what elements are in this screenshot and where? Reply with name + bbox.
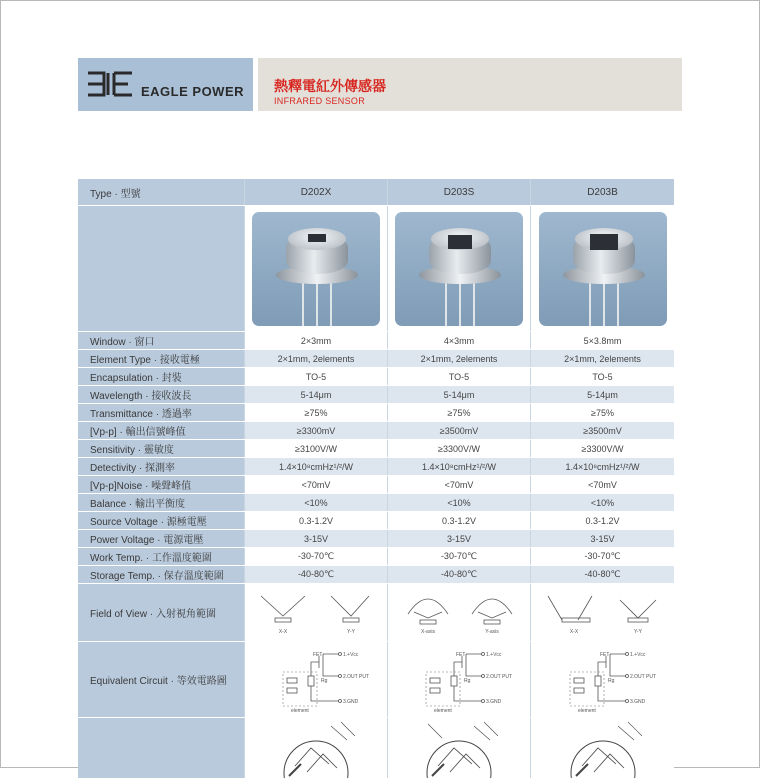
circuit-schematic-icon — [394, 646, 524, 714]
spec-value: 4×3mm — [387, 332, 530, 349]
spec-label: Sensitivity · 靈敏度 — [78, 440, 244, 457]
spec-value: -40-80℃ — [244, 566, 387, 583]
pin-diagram-d203s — [387, 718, 530, 778]
svg-text:element: element — [577, 707, 596, 714]
model-d203s: D203S — [387, 179, 530, 205]
spec-label: Work Temp. · 工作溫度範圍 — [78, 548, 244, 565]
spec-label: [Vp-p]Noise · 噪聲峰值 — [78, 476, 244, 493]
spec-label: Transmittance · 透過率 — [78, 404, 244, 421]
spec-value: 2×1mm, 2elements — [387, 350, 530, 367]
equivalent-circuit-row — [78, 642, 675, 718]
spec-row — [78, 386, 675, 404]
spec-row — [78, 548, 675, 566]
svg-text:FET: FET — [456, 651, 466, 658]
spec-row — [78, 512, 675, 530]
spec-value: -30-70℃ — [387, 548, 530, 565]
spec-value: ≥3300V/W — [530, 440, 674, 457]
spec-row — [78, 458, 675, 476]
spec-value: <10% — [387, 494, 530, 511]
spec-label: Source Voltage · 源極電壓 — [78, 512, 244, 529]
svg-text:FET: FET — [599, 651, 609, 658]
spec-value: -40-80℃ — [530, 566, 674, 583]
spec-value: 3-15V — [244, 530, 387, 547]
pin-outline-icon — [251, 718, 381, 778]
sensor-photo-d203b — [539, 212, 667, 326]
fov-axis-label: Y-Y — [347, 628, 355, 635]
spec-row — [78, 566, 675, 584]
circuit-schematic-icon — [538, 646, 668, 714]
spec-value: 0.3-1.2V — [387, 512, 530, 529]
spec-value: 5-14μm — [244, 386, 387, 403]
spec-value: ≥3100V/W — [244, 440, 387, 457]
spec-value: 3-15V — [387, 530, 530, 547]
pin-diagram-d203b — [530, 718, 674, 778]
svg-text:3.GND: 3.GND — [629, 698, 645, 705]
spec-value: ≥3300V/W — [387, 440, 530, 457]
spec-row — [78, 476, 675, 494]
fov-axis-label: X-X — [278, 628, 288, 635]
spec-row — [78, 404, 675, 422]
photo-cell-d203b — [530, 206, 674, 331]
fov-axis-label: Y-Y — [633, 628, 642, 635]
circuit-schematic-icon — [251, 646, 381, 714]
spec-value: 3-15V — [530, 530, 674, 547]
spec-value: TO-5 — [244, 368, 387, 385]
spec-row — [78, 530, 675, 548]
spec-value: <10% — [530, 494, 674, 511]
pin-row-label — [78, 718, 244, 778]
fov-axis-label: X-axis — [421, 628, 435, 635]
page-title-chinese: 熱釋電紅外傳感器 — [274, 79, 386, 95]
fov-axis-label: Y-axis — [485, 628, 499, 635]
photo-row — [78, 206, 675, 332]
spec-value: 5×3.8mm — [530, 332, 674, 349]
svg-text:3.GND: 3.GND — [343, 698, 359, 705]
spec-row — [78, 368, 675, 386]
svg-text:2.OUT PUT: 2.OUT PUT — [629, 673, 656, 680]
spec-value: 1.4×10⁸cmHz¹/²/W — [387, 458, 530, 475]
spec-value: 2×1mm, 2elements — [530, 350, 674, 367]
spec-row — [78, 422, 675, 440]
svg-text:2.OUT PUT: 2.OUT PUT — [343, 673, 370, 680]
fov-diagram-d203s — [387, 584, 530, 641]
photo-row-label — [78, 206, 244, 331]
spec-value: ≥3500mV — [387, 422, 530, 439]
svg-text:element: element — [434, 707, 452, 714]
pin-diagram-row — [78, 718, 675, 779]
spec-value: 5-14μm — [387, 386, 530, 403]
spec-label: [Vp-p] · 輸出信號峰值 — [78, 422, 244, 439]
pin-outline-icon — [394, 718, 524, 778]
svg-text:Rg: Rg — [607, 677, 614, 684]
spec-value: ≥75% — [244, 404, 387, 421]
spec-table — [78, 179, 675, 779]
svg-text:Rg: Rg — [464, 677, 471, 684]
spec-value: -30-70℃ — [530, 548, 674, 565]
spec-value: 5-14μm — [530, 386, 674, 403]
model-d202x: D202X — [244, 179, 387, 205]
spec-value: 1.4×10⁸cmHz¹/²/W — [530, 458, 674, 475]
field-of-view-row — [78, 584, 675, 642]
spec-label: Wavelength · 接收波長 — [78, 386, 244, 403]
title-banner — [258, 58, 682, 111]
spec-value: -40-80℃ — [387, 566, 530, 583]
fov-chart-icon — [394, 588, 524, 638]
spec-value: ≥3500mV — [530, 422, 674, 439]
spec-label: Storage Temp. · 保存溫度範圍 — [78, 566, 244, 583]
spec-label: Window · 窗口 — [78, 332, 244, 349]
fov-axis-label: X-X — [569, 628, 578, 635]
spec-value: ≥75% — [530, 404, 674, 421]
circuit-diagram-d202x — [244, 642, 387, 717]
spec-row — [78, 440, 675, 458]
spec-value: 2×3mm — [244, 332, 387, 349]
table-header-row — [78, 179, 675, 206]
spec-label: Power Voltage · 電源電壓 — [78, 530, 244, 547]
spec-value: 1.4×10⁸cmHz¹/²/W — [244, 458, 387, 475]
spec-value: <70mV — [530, 476, 674, 493]
circuit-diagram-d203s — [387, 642, 530, 717]
fov-chart-icon — [251, 588, 381, 638]
spec-label: Balance · 輸出平衡度 — [78, 494, 244, 511]
spec-value: ≥3300mV — [244, 422, 387, 439]
sensor-photo-d202x — [252, 212, 380, 326]
model-d203b: D203B — [530, 179, 674, 205]
spec-value: TO-5 — [530, 368, 674, 385]
photo-cell-d203s — [387, 206, 530, 331]
sensor-photo-d203s — [395, 212, 523, 326]
eagle-power-logo-icon — [86, 71, 134, 97]
spec-value: ≥75% — [387, 404, 530, 421]
spec-row — [78, 332, 675, 350]
svg-text:3.GND: 3.GND — [486, 698, 502, 705]
spec-label: Detectivity · 探測率 — [78, 458, 244, 475]
spec-value: <70mV — [387, 476, 530, 493]
brand-banner — [78, 58, 253, 111]
svg-text:Rg: Rg — [321, 677, 328, 684]
spec-row — [78, 350, 675, 368]
spec-value: 0.3-1.2V — [244, 512, 387, 529]
circuit-diagram-d203b — [530, 642, 674, 717]
spec-value: -30-70℃ — [244, 548, 387, 565]
pin-diagram-d202x — [244, 718, 387, 778]
type-label: Type · 型號 — [78, 179, 244, 205]
spec-value: 0.3-1.2V — [530, 512, 674, 529]
svg-text:1.+Vcc: 1.+Vcc — [629, 651, 645, 658]
photo-cell-d202x — [244, 206, 387, 331]
svg-text:FET: FET — [313, 651, 323, 658]
spec-value: TO-5 — [387, 368, 530, 385]
svg-text:2.OUT PUT: 2.OUT PUT — [486, 673, 513, 680]
fov-diagram-d203b — [530, 584, 674, 641]
svg-text:1.+Vcc: 1.+Vcc — [486, 651, 502, 658]
fov-label: Field of View · 入射視角範圍 — [78, 584, 244, 641]
eq-label: Equivalent Circuit · 等效電路圖 — [78, 642, 244, 717]
spec-value: <10% — [244, 494, 387, 511]
brand-name: EAGLE POWER — [141, 84, 245, 99]
pin-outline-icon — [538, 718, 668, 778]
spec-value: <70mV — [244, 476, 387, 493]
svg-text:1.+Vcc: 1.+Vcc — [343, 651, 359, 658]
fov-diagram-d202x — [244, 584, 387, 641]
svg-text:element: element — [291, 707, 309, 714]
spec-value: 2×1mm, 2elements — [244, 350, 387, 367]
fov-chart-icon — [538, 588, 668, 638]
spec-row — [78, 494, 675, 512]
page-title-english: INFRARED SENSOR — [274, 96, 366, 106]
spec-label: Element Type · 接收電極 — [78, 350, 244, 367]
spec-label: Encapsulation · 封裝 — [78, 368, 244, 385]
